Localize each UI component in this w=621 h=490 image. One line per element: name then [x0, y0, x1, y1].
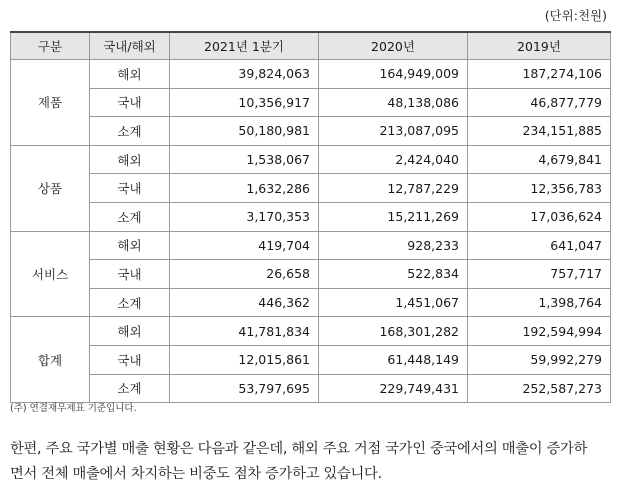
header-2021q1: 2021년 1분기 [170, 32, 319, 60]
value-cell: 2,424,040 [319, 145, 468, 174]
paragraph-line: 면서 전체 매출에서 차지하는 비중도 점차 증가하고 있습니다. [10, 466, 382, 482]
value-cell: 12,015,861 [170, 345, 319, 374]
value-cell: 1,632,286 [170, 174, 319, 203]
category-cell: 서비스 [11, 231, 90, 317]
region-cell: 해외 [90, 317, 170, 346]
table-row [11, 117, 611, 146]
region-cell: 소계 [90, 117, 170, 146]
region-cell: 국내 [90, 174, 170, 203]
value-cell: 1,451,067 [319, 288, 468, 317]
value-cell: 641,047 [468, 231, 611, 260]
value-cell: 1,398,764 [468, 288, 611, 317]
unit-label: (단위:천원) [544, 8, 607, 23]
table-header-row [11, 32, 611, 60]
table-body [11, 60, 611, 403]
value-cell: 164,949,009 [319, 60, 468, 89]
value-cell: 50,180,981 [170, 117, 319, 146]
value-cell: 187,274,106 [468, 60, 611, 89]
value-cell: 757,717 [468, 260, 611, 289]
value-cell: 17,036,624 [468, 202, 611, 231]
value-cell: 46,877,779 [468, 88, 611, 117]
value-cell: 41,781,834 [170, 317, 319, 346]
region-cell: 해외 [90, 60, 170, 89]
region-cell: 해외 [90, 231, 170, 260]
value-cell: 522,834 [319, 260, 468, 289]
category-cell: 상품 [11, 145, 90, 231]
value-cell: 168,301,282 [319, 317, 468, 346]
header-category: 구분 [11, 32, 90, 60]
table-row [11, 202, 611, 231]
value-cell: 48,138,086 [319, 88, 468, 117]
header-2020: 2020년 [319, 32, 468, 60]
table-row [11, 145, 611, 174]
value-cell: 59,992,279 [468, 345, 611, 374]
category-cell: 합계 [11, 317, 90, 403]
value-cell: 1,538,067 [170, 145, 319, 174]
table-row [11, 60, 611, 89]
value-cell: 15,211,269 [319, 202, 468, 231]
table-row [11, 317, 611, 346]
value-cell: 446,362 [170, 288, 319, 317]
region-cell: 국내 [90, 260, 170, 289]
table-row [11, 231, 611, 260]
value-cell: 213,087,095 [319, 117, 468, 146]
table-row [11, 88, 611, 117]
category-cell: 제품 [11, 60, 90, 146]
region-cell: 소계 [90, 202, 170, 231]
table-row [11, 374, 611, 403]
value-cell: 192,594,994 [468, 317, 611, 346]
region-cell: 소계 [90, 288, 170, 317]
region-cell: 소계 [90, 374, 170, 403]
body-paragraph [10, 437, 615, 487]
value-cell: 12,787,229 [319, 174, 468, 203]
header-2019: 2019년 [468, 32, 611, 60]
table-row [11, 174, 611, 203]
value-cell: 252,587,273 [468, 374, 611, 403]
region-cell: 해외 [90, 145, 170, 174]
value-cell: 39,824,063 [170, 60, 319, 89]
value-cell: 53,797,695 [170, 374, 319, 403]
value-cell: 61,448,149 [319, 345, 468, 374]
value-cell: 12,356,783 [468, 174, 611, 203]
footnote: (주) 연결재무제표 기준입니다. [10, 403, 137, 414]
value-cell: 10,356,917 [170, 88, 319, 117]
paragraph-line: 한편, 주요 국가별 매출 현황은 다음과 같은데, 해외 주요 거점 국가인 중국에서의 매출이 증가하 [10, 441, 588, 457]
value-cell: 234,151,885 [468, 117, 611, 146]
value-cell: 3,170,353 [170, 202, 319, 231]
region-cell: 국내 [90, 345, 170, 374]
sales-table [10, 31, 611, 403]
value-cell: 928,233 [319, 231, 468, 260]
value-cell: 26,658 [170, 260, 319, 289]
value-cell: 4,679,841 [468, 145, 611, 174]
table-row [11, 288, 611, 317]
table-row [11, 260, 611, 289]
value-cell: 419,704 [170, 231, 319, 260]
region-cell: 국내 [90, 88, 170, 117]
header-region: 국내/해외 [90, 32, 170, 60]
table-row [11, 345, 611, 374]
value-cell: 229,749,431 [319, 374, 468, 403]
